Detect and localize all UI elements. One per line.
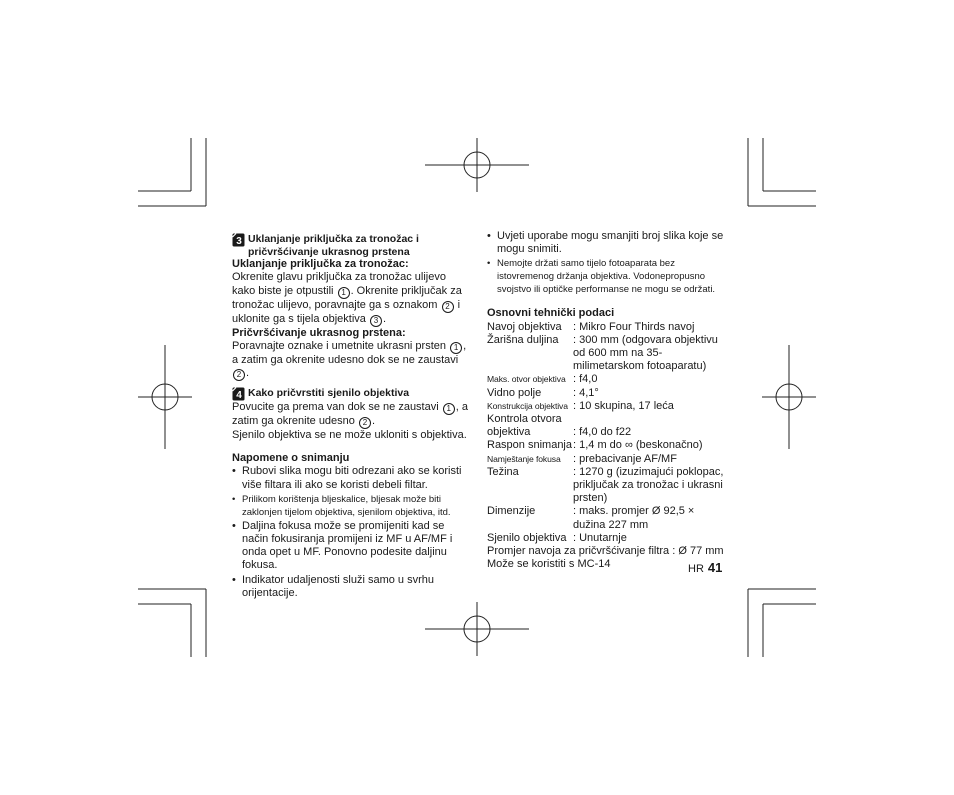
svg-text:4: 4: [236, 390, 242, 401]
spec-label: Dimenzije: [487, 505, 536, 518]
spec-value: : 300 mm (odgovara objektivu od 600 mm na 35-milimetarskom fotoaparatu): [573, 333, 718, 373]
page-language: HR: [688, 563, 704, 575]
spec-label: Navoj objektiva: [487, 320, 562, 333]
spec-label: Namještanje fokusa: [487, 453, 561, 464]
spec-label: Vidno polje: [487, 386, 542, 399]
list-item: • Indikator udaljenosti služi samo u svrhu orijentacije.: [232, 574, 468, 600]
circled-number: 2: [359, 417, 371, 429]
list-item: • Rubovi slika mogu biti odrezani ako se koristi više filtara ili ako se koristi debeli filtar.: [232, 465, 468, 491]
spec-value: : 10 skupina, 17 leća: [573, 399, 674, 412]
list-item: • Prilikom korištenja bljeskalice, bljesak može biti zaklonjen tijelom objektiva, sjenilom objektiva, itd.: [232, 493, 468, 519]
spec-label: Kontrola otvora objektiva: [487, 413, 562, 439]
converter-line: Može se koristiti s MC-14: [487, 558, 611, 571]
circled-number: 1: [450, 342, 462, 354]
spec-label: Raspon snimanja: [487, 439, 572, 452]
ring-attach-subheading: Pričvršćivanje ukrasnog prstena:: [232, 326, 406, 339]
step-3-title: Uklanjanje priključka za tronožac i pričvršćivanje ukrasnog prstena: [248, 233, 419, 258]
spec-value: : f4,0 do f22: [573, 426, 632, 439]
page-number: [688, 560, 722, 575]
spec-label: Žarišna duljina: [487, 333, 559, 346]
step-4-heading: [232, 387, 468, 401]
tripod-removal-text: Okrenite glavu priključka za tronožac ulijevo kako biste je otpustili 1 . Okrenite priključak za tronožac ulijevo, poravnajte ga s oznakom 2 i uklonite ga s tijela objektiva 3 .: [232, 271, 462, 325]
spec-value: : 1270 g (izuzimajući poklopac, priključak za tronožac i ukrasni prsten): [573, 465, 724, 505]
circled-number: 2: [233, 369, 245, 381]
filter-diameter-line: Promjer navoja za pričvršćivanje filtra : Ø 77 mm: [487, 545, 724, 558]
spec-label: Sjenilo objektiva: [487, 531, 567, 544]
page-number-value: 41: [707, 560, 723, 575]
circled-number: 3: [370, 315, 382, 327]
list-item: • Daljina fokusa može se promijeniti kad se način fokusiranja promijeni iz MF u AF/MF i onda opet u MF. Ponovno podesite daljinu fokusa.: [232, 520, 468, 573]
list-item: • Nemojte držati samo tijelo fotoaparata bez istovremenog držanja objektiva. Vodonepropusno svojstvo ili optičke performanse ne mogu se održati.: [487, 257, 727, 296]
right-column: [487, 230, 727, 571]
circled-number: 2: [442, 301, 454, 313]
usage-notes-list: [487, 230, 727, 296]
step-4-title: Kako pričvrstiti sjenilo objektiva: [248, 387, 410, 399]
specs-title: Osnovni tehnički podaci: [487, 307, 615, 320]
shooting-notes-list: [232, 465, 468, 600]
ring-attach-text: Poravnajte oznake i umetnite ukrasni prsten 1 , a zatim ga okrenite udesno dok se ne zaustavi 2 .: [232, 339, 467, 379]
spec-label: Težina: [487, 465, 519, 478]
specs-table: [487, 321, 727, 545]
circled-number: 1: [443, 403, 455, 415]
spec-value: : 4,1°: [573, 386, 599, 399]
list-item: • Uvjeti uporabe mogu smanjiti broj slika koje se mogu snimiti.: [487, 230, 727, 256]
circled-number: 1: [338, 287, 350, 299]
hood-attach-text: Povucite ga prema van dok se ne zaustavi 1 , a zatim ga okrenite udesno 2 .: [232, 401, 468, 427]
left-column: [232, 233, 468, 601]
spec-value: : f4,0: [573, 373, 598, 386]
tripod-removal-subheading: Uklanjanje priključka za tronožac:: [232, 258, 409, 271]
spec-value: : prebacivanje AF/MF: [573, 452, 677, 465]
spec-value: : maks. promjer Ø 92,5 × dužina 227 mm: [573, 505, 695, 531]
step-4-icon: [232, 387, 245, 401]
step-3-icon: [232, 233, 245, 247]
spec-value: : Mikro Four Thirds navoj: [573, 320, 695, 333]
shooting-notes-title: Napomene o snimanju: [232, 452, 350, 465]
spec-label: Maks. otvor objektiva: [487, 374, 566, 385]
spec-value: : 1,4 m do ∞ (beskonačno): [573, 439, 703, 452]
svg-text:3: 3: [236, 236, 242, 247]
spec-label: Konstrukcija objektiva: [487, 400, 568, 411]
step-3-heading: [232, 233, 468, 258]
spec-value: : Unutarnje: [573, 531, 627, 544]
hood-note-text: Sjenilo objektiva se ne može ukloniti s objektiva.: [232, 429, 467, 441]
